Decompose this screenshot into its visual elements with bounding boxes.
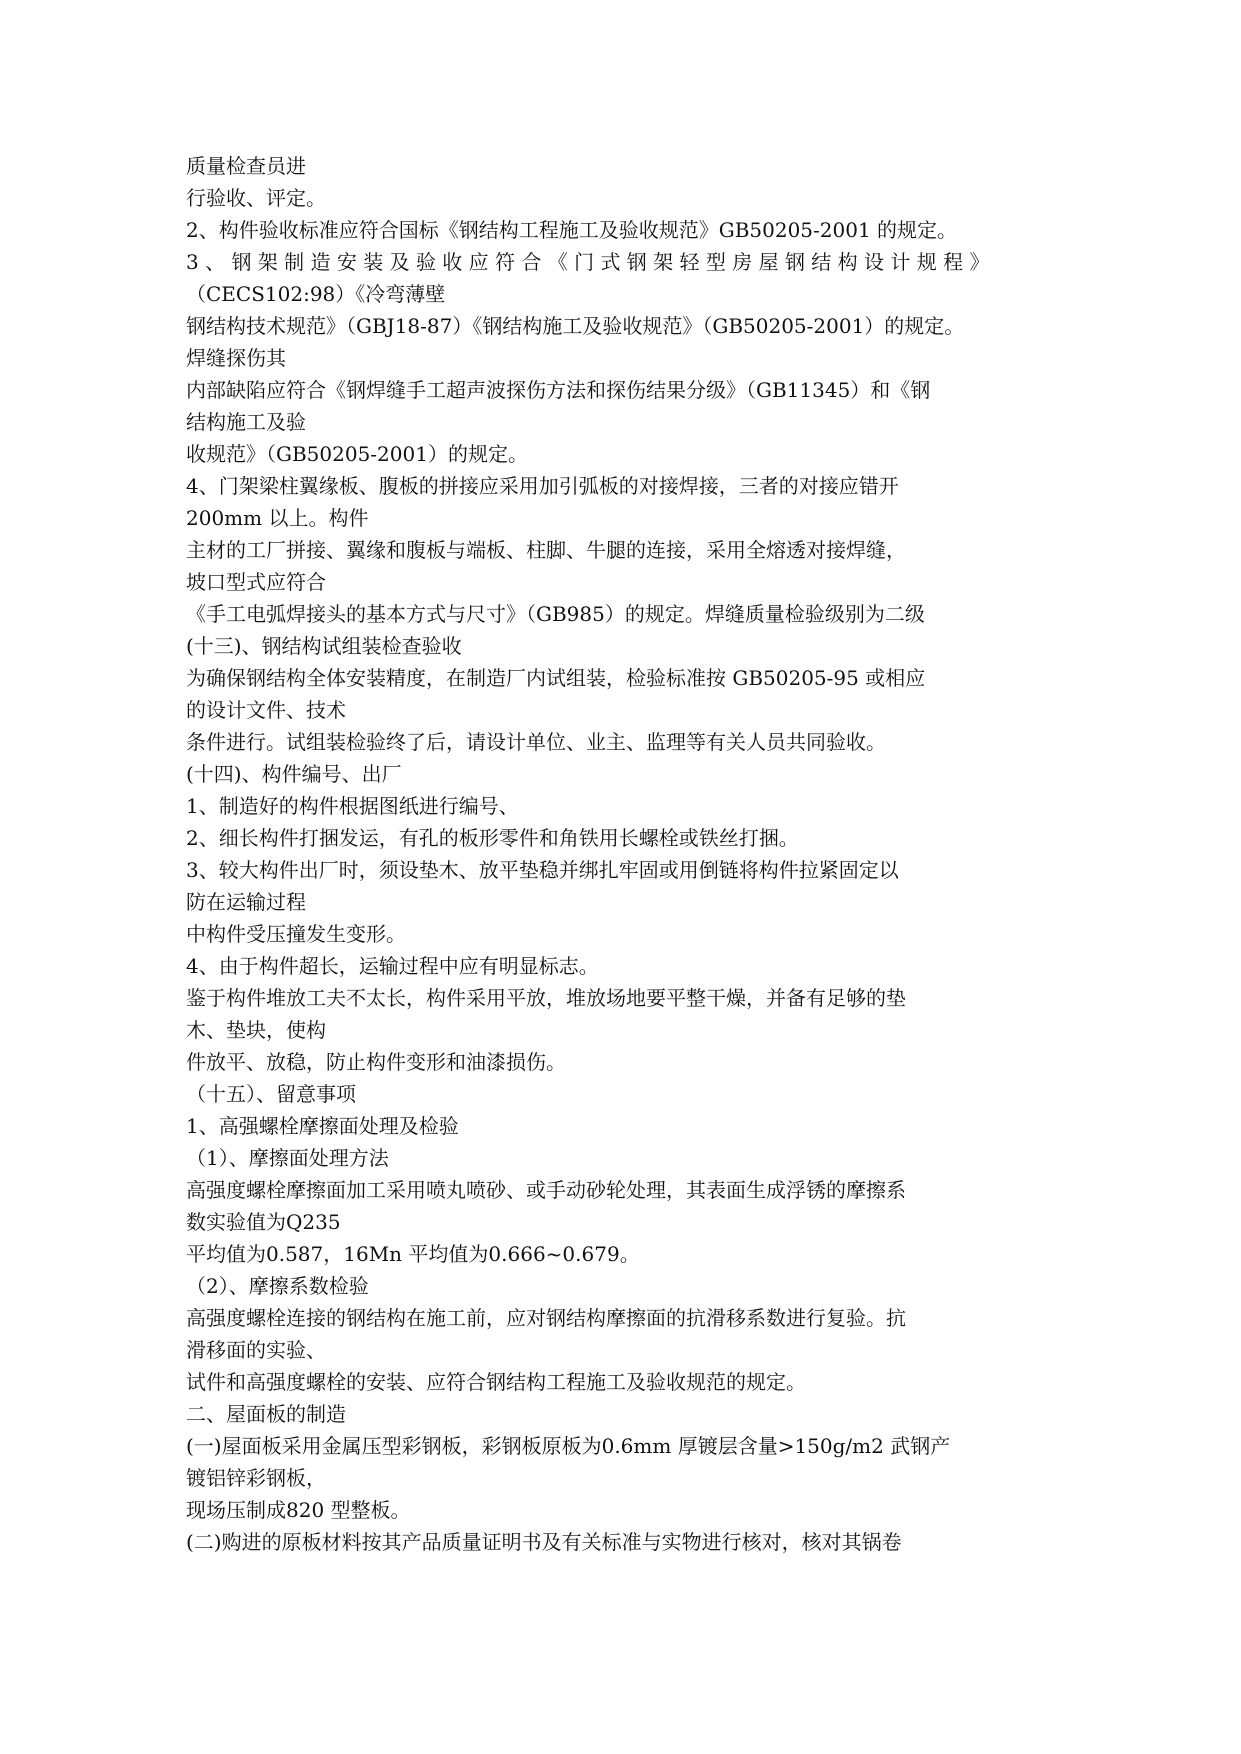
text-line: 2、细长构件打捆发运，有孔的板形零件和角铁用长螺栓或铁丝打捆。 <box>186 826 799 850</box>
text-line: 高强度螺栓连接的钢结构在施工前，应对钢结构摩擦面的抗滑移系数进行复验。抗 <box>186 1306 906 1330</box>
text-line: 1、高强螺栓摩擦面处理及检验 <box>186 1114 459 1138</box>
text-line: 内部缺陷应符合《钢焊缝手工超声波探伤方法和探伤结果分级》（GB11345）和《钢 <box>186 378 931 402</box>
text-line: 防在运输过程 <box>186 890 306 914</box>
text-line: 《手工电弧焊接头的基本方式与尺寸》（GB985）的规定。焊缝质量检验级别为二级 <box>186 602 925 626</box>
text-line: 主材的工厂拼接、翼缘和腹板与端板、柱脚、牛腿的连接，采用全熔透对接焊缝， <box>186 538 906 562</box>
text-line: 木、垫块，使构 <box>186 1018 326 1042</box>
text-line: 滑移面的实验、 <box>186 1338 326 1362</box>
text-line: 条件进行。试组装检验终了后，请设计单位、业主、监理等有关人员共同验收。 <box>186 730 886 754</box>
text-line: (一)屋面板采用金属压型彩钢板，彩钢板原板为0.6mm 厚镀层含量>150g/m2 武钢产 <box>186 1434 951 1458</box>
text-line: 焊缝探伤其 <box>186 346 286 370</box>
text-line: （1）、摩擦面处理方法 <box>186 1146 389 1170</box>
section-heading: (十四)、构件编号、出厂 <box>186 762 402 786</box>
text-line: 3、较大构件出厂时，须设垫木、放平垫稳并绑扎牢固或用倒链将构件拉紧固定以 <box>186 858 899 882</box>
text-line: 200mm 以上。构件 <box>186 506 369 530</box>
text-line: 质量检查员进 <box>186 154 306 178</box>
text-line: 结构施工及验 <box>186 410 306 434</box>
text-line: 4、门架梁柱翼缘板、腹板的拼接应采用加引弧板的对接焊接，三者的对接应错开 <box>186 474 899 498</box>
text-line: 中构件受压撞发生变形。 <box>186 922 406 946</box>
text-line: 4、由于构件超长，运输过程中应有明显标志。 <box>186 954 599 978</box>
text-line: 鉴于构件堆放工夫不太长，构件采用平放，堆放场地要平整干燥，并备有足够的垫 <box>186 986 906 1010</box>
text-line: 2、构件验收标准应符合国标《钢结构工程施工及验收规范》GB50205-2001 的规定。 <box>186 218 958 242</box>
document-body <box>186 150 1066 1558</box>
text-line: 坡口型式应符合 <box>186 570 326 594</box>
text-line: （CECS102:98）《冷弯薄壁 <box>186 282 446 306</box>
text-line: 镀铝锌彩钢板， <box>186 1466 326 1490</box>
text-line: 1、制造好的构件根据图纸进行编号、 <box>186 794 519 818</box>
text-line: 3 、 钢 架 制 造 安 装 及 验 收 应 符 合 《 门 式 钢 架 轻 型 房 屋 钢 结 构 设 计 规 程 》 <box>186 250 990 274</box>
text-line: 收规范》（GB50205-2001）的规定。 <box>186 442 528 466</box>
section-heading: （十五）、留意事项 <box>186 1082 356 1106</box>
text-line: (二)购进的原板材料按其产品质量证明书及有关标准与实物进行核对，核对其锅卷 <box>186 1530 902 1554</box>
text-line: 现场压制成820 型整板。 <box>186 1498 411 1522</box>
text-line: 行验收、评定。 <box>186 186 326 210</box>
section-heading: 二、屋面板的制造 <box>186 1402 346 1426</box>
section-heading: (十三)、钢结构试组装检查验收 <box>186 634 462 658</box>
text-line: 高强度螺栓摩擦面加工采用喷丸喷砂、或手动砂轮处理，其表面生成浮锈的摩擦系 <box>186 1178 906 1202</box>
text-line: 钢结构技术规范》（GBJ18-87）《钢结构施工及验收规范》（GB50205-2001）的规定。 <box>186 314 965 338</box>
text-line: 的设计文件、技术 <box>186 698 346 722</box>
text-line: 平均值为0.587，16Mn 平均值为0.666~0.679。 <box>186 1242 640 1266</box>
text-line: 为确保钢结构全体安装精度，在制造厂内试组装，检验标准按 GB50205-95 或相应 <box>186 666 926 690</box>
text-line: 件放平、放稳，防止构件变形和油漆损伤。 <box>186 1050 566 1074</box>
text-line: 数实验值为Q235 <box>186 1210 341 1234</box>
text-line: （2）、摩擦系数检验 <box>186 1274 369 1298</box>
text-line: 试件和高强度螺栓的安装、应符合钢结构工程施工及验收规范的规定。 <box>186 1370 806 1394</box>
